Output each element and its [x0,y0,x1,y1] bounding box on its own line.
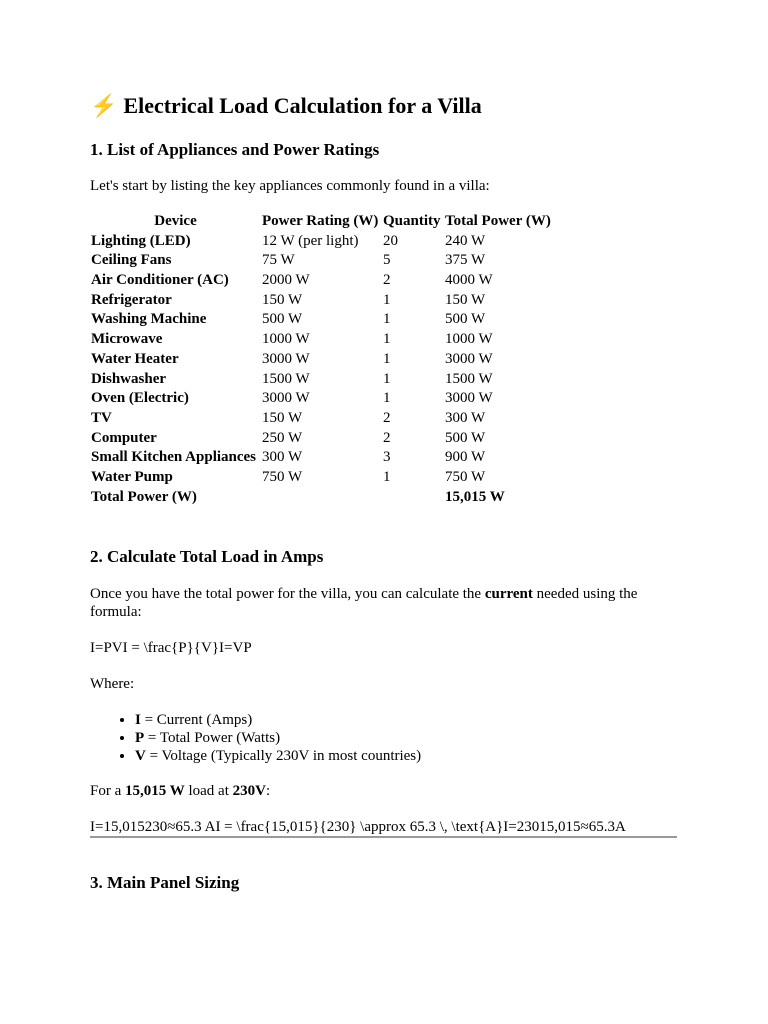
column-header-power-rating: Power Rating (W) [262,213,379,229]
section-2-paragraph-bold: current [484,586,533,602]
device-cell: Microwave [91,331,163,348]
table-header-row [90,212,552,232]
power-rating-cell: 3000 W [262,390,310,407]
total-power-cell: 3000 W [445,350,493,367]
device-cell: Ceiling Fans [91,252,172,269]
power-rating-cell: 1000 W [262,331,310,348]
power-rating-cell: 500 W [262,311,303,328]
power-rating-cell: 12 W (per light) [262,232,359,249]
power-rating-cell: 3000 W [262,350,310,367]
page-title [90,92,482,120]
section-2-heading: 2. Calculate Total Load in Amps [90,547,324,566]
total-value-cell: 15,015 W [445,488,505,505]
example-load-value: 15,015 W [125,783,185,799]
where-label: Where: [90,676,135,692]
column-header-quantity: Quantity [383,213,441,229]
example-sentence [90,782,270,800]
device-cell: Refrigerator [91,291,172,308]
power-rating-cell: 1500 W [262,370,310,387]
total-power-cell: 375 W [445,252,486,269]
page-title-text: Electrical Load Calculation for a Villa [123,93,482,118]
device-cell: Oven (Electric) [91,390,189,407]
table-row [90,271,552,291]
variable-symbol: I [135,712,141,728]
appliance-table [90,212,552,507]
total-power-cell: 300 W [445,409,486,426]
total-power-cell: 4000 W [445,272,493,289]
current-formula: I=PVI = \frac{P}{V}I=VP [90,640,252,656]
total-power-cell: 150 W [445,291,486,308]
total-power-cell: 3000 W [445,390,493,407]
quantity-cell: 1 [383,350,391,367]
device-cell: Water Pump [91,468,173,485]
total-power-cell: 240 W [445,232,486,249]
quantity-cell: 2 [383,272,391,289]
power-rating-cell: 75 W [262,252,295,269]
variable-description: = Total Power (Watts) [144,730,281,746]
table-row [90,370,552,390]
table-row [90,468,552,488]
quantity-cell: 1 [383,311,391,328]
variable-description: = Voltage (Typically 230V in most countries) [145,748,422,764]
result-formula: I=15,015230≈65.3 AI = \frac{15,015}{230} \approx 65.3 \, \text{A}I=23015,015≈65.3A [90,818,677,838]
empty-cell [382,488,444,508]
variable-description: = Current (Amps) [140,712,253,728]
section-2-paragraph-text-2: needed using the formula: [90,586,638,620]
section-2-paragraph [90,585,650,621]
quantity-cell: 2 [383,409,391,426]
table-row [90,429,552,449]
quantity-cell: 1 [383,390,391,407]
device-cell: Water Heater [91,350,179,367]
variable-list [90,711,421,765]
quantity-cell: 1 [383,370,391,387]
quantity-cell: 1 [383,331,391,348]
device-cell: TV [91,409,112,426]
variable-symbol: V [135,748,146,764]
example-voltage-value: 230V [232,783,266,799]
section-3-heading: 3. Main Panel Sizing [90,873,240,892]
total-power-cell: 500 W [445,311,486,328]
table-row [90,232,552,252]
total-power-cell: 1500 W [445,370,493,387]
section-1-intro: Let's start by listing the key appliances commonly found in a villa: [90,178,490,194]
section-2-paragraph-text-1: Once you have the total power for the villa, you can calculate the [90,586,485,602]
quantity-cell: 5 [383,252,391,269]
variable-symbol: P [135,730,145,746]
quantity-cell: 2 [383,429,391,446]
device-cell: Washing Machine [91,311,207,328]
table-row [90,350,552,370]
device-cell: Air Conditioner (AC) [91,272,229,289]
power-rating-cell: 2000 W [262,272,310,289]
power-rating-cell: 150 W [262,409,303,426]
power-rating-cell: 150 W [262,291,303,308]
appliance-table-body [90,232,552,508]
device-cell: Computer [91,429,157,446]
list-item [135,747,421,765]
example-text-pre: For a [90,783,125,799]
table-total-row [90,488,552,508]
total-label-cell: Total Power (W) [91,488,197,505]
device-cell: Lighting (LED) [91,232,191,249]
total-power-cell: 900 W [445,449,486,466]
column-header-total-power: Total Power (W) [445,213,551,229]
table-row [90,389,552,409]
quantity-cell: 3 [383,449,391,466]
power-rating-cell: 300 W [262,449,303,466]
table-row [90,251,552,271]
lightning-bolt-icon: ⚡ [90,93,118,118]
list-item [135,711,421,729]
device-cell: Small Kitchen Appliances [91,449,257,466]
total-power-cell: 500 W [445,429,486,446]
total-power-cell: 1000 W [445,331,493,348]
table-row [90,448,552,468]
quantity-cell: 1 [383,291,391,308]
empty-cell [261,488,382,508]
power-rating-cell: 750 W [262,468,303,485]
list-item [135,729,421,747]
quantity-cell: 1 [383,468,391,485]
section-1-heading: 1. List of Appliances and Power Ratings [90,140,380,159]
device-cell: Dishwasher [91,370,167,387]
quantity-cell: 20 [383,232,398,249]
power-rating-cell: 250 W [262,429,303,446]
example-text-post: : [265,783,271,799]
table-row [90,330,552,350]
column-header-device: Device [154,213,197,229]
table-row [90,291,552,311]
table-row [90,409,552,429]
table-row [90,310,552,330]
example-text-mid: load at [184,783,233,799]
total-power-cell: 750 W [445,468,486,485]
